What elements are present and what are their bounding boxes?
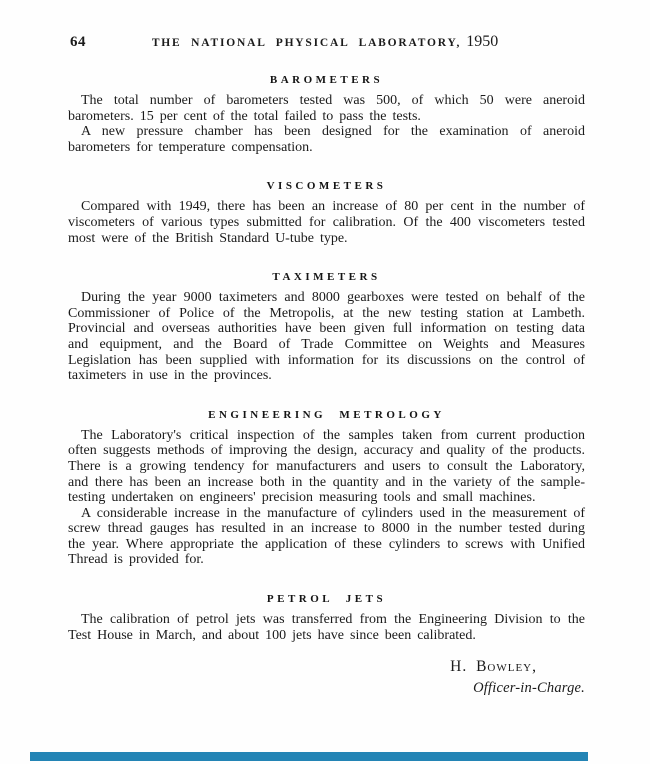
- section-petrol-jets: [68, 593, 585, 643]
- running-title-year: 1950: [466, 33, 499, 50]
- paragraph: A new pressure chamber has been designed for the examination of aneroid barometers for temperature compensation.: [68, 124, 585, 155]
- running-header: [0, 33, 650, 51]
- section-taximeters: [68, 271, 585, 384]
- section-heading-viscometers: VISCOMETERS: [266, 180, 387, 193]
- running-title: THE NATIONAL PHYSICAL LABORATORY,: [151, 37, 462, 49]
- paragraph: During the year 9000 taximeters and 8000 gearboxes were tested on behalf of the Commissioner of Police of the Metropolis, at the new testing station at Lambeth. Provincial and overseas authorities have been given full information on testing data and equipment, and the Board of Trade Committee on Weights and Measures Legislation has been supplied with information for its discussions on the control of taximeters in use in the provinces.: [68, 290, 585, 384]
- signature-role: Officer-in-Charge.: [473, 680, 585, 697]
- paragraph: A considerable increase in the manufacture of cylinders used in the measurement of screw thread gauges has resulted in an increase to 8000 in the number tested during the year. Where appropriate the application of these cylinders to screws with Unified Thread is provided for.: [68, 505, 585, 568]
- section-engineering-metrology: [68, 409, 585, 568]
- signature-block: [68, 658, 585, 697]
- page-number: 64: [70, 34, 86, 50]
- section-viscometers: [68, 180, 585, 246]
- paragraph: The total number of barometers tested was 500, of which 50 were aneroid barometers. 15 per cent of the total failed to pass the tests.: [68, 93, 585, 124]
- section-heading-petrol-jets: PETROL JETS: [266, 593, 387, 606]
- section-barometers: [68, 74, 585, 155]
- footer-bar: [30, 752, 588, 761]
- paragraph: The Laboratory's critical inspection of the samples taken from current production often suggests methods of improving the design, accuracy and quality of the products. There is a growing tendency for manufacturers and users to consult the Laboratory, and there has been an increase both in the quantity and in the variety of the sample-testing undertaken on engineers' precision measuring tools and small machines.: [68, 427, 585, 506]
- paragraph: The calibration of petrol jets was transferred from the Engineering Division to the Test House in March, and about 100 jets have since been calibrated.: [68, 612, 585, 643]
- paragraph: Compared with 1949, there has been an increase of 80 per cent in the number of viscometers of various types submitted for calibration. Of the 400 viscometers tested most were of the British Standard U-tube type.: [68, 199, 585, 246]
- signature-name: H. Bowley,: [450, 658, 537, 676]
- page-content: [68, 74, 585, 697]
- section-heading-taximeters: TAXIMETERS: [272, 271, 381, 284]
- section-heading-barometers: BAROMETERS: [269, 74, 384, 86]
- section-heading-engineering-metrology: ENGINEERING METROLOGY: [208, 408, 445, 421]
